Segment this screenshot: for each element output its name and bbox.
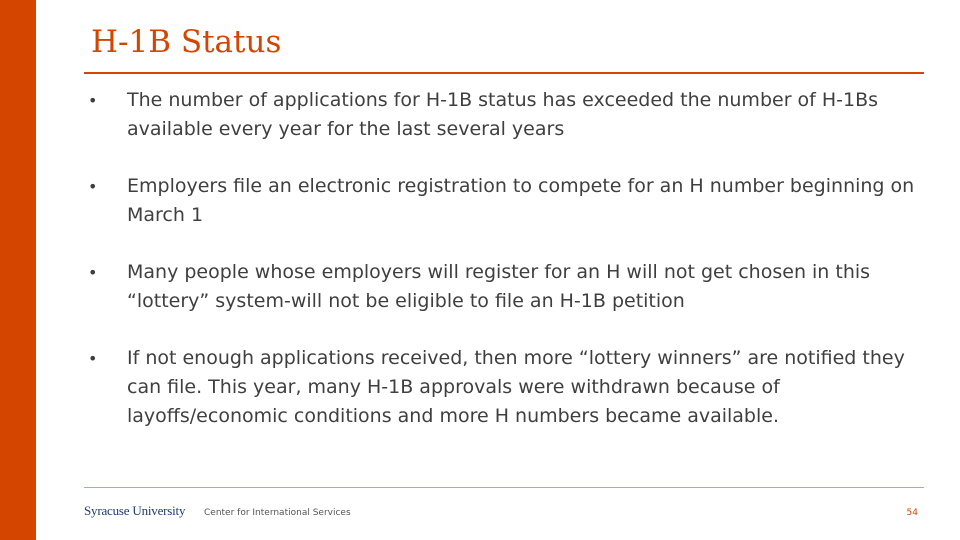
bullet-text: Employers file an electronic registration to compete for an H number beginning on March 1 xyxy=(127,175,915,226)
university-logo: Syracuse University xyxy=(84,503,186,518)
bullet-marker: • xyxy=(88,349,98,368)
bullet-marker: • xyxy=(88,91,98,110)
left-accent-bar xyxy=(0,0,36,540)
bullet-marker: • xyxy=(88,177,98,196)
title-divider xyxy=(84,72,924,74)
bullet-item xyxy=(84,258,924,316)
bullet-item xyxy=(84,86,924,144)
footer-divider xyxy=(84,487,924,488)
page-number: 54 xyxy=(906,508,918,518)
bullet-list xyxy=(84,86,924,459)
bullet-item xyxy=(84,172,924,230)
bullet-text: Many people whose employers will register for an H will not get chosen in this “lottery” system-will not be eligible to file an H-1B petition xyxy=(127,261,871,312)
bullet-item xyxy=(84,344,924,431)
slide-title: H-1B Status xyxy=(91,24,282,60)
bullet-text: If not enough applications received, then more “lottery winners” are notified they can file. This year, many H-1B approvals were withdrawn because of layoffs/economic conditions and more H numbers became available. xyxy=(127,347,905,427)
footer-organization: Center for International Services xyxy=(204,508,351,518)
bullet-text: The number of applications for H-1B status has exceeded the number of H-1Bs available every year for the last several years xyxy=(127,89,879,140)
bullet-marker: • xyxy=(88,263,98,282)
